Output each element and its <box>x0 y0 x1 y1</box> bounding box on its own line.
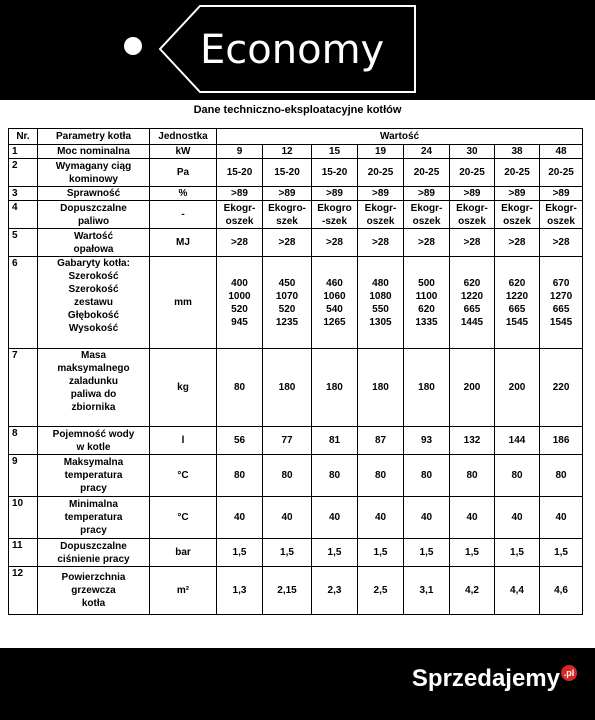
table-row <box>9 349 583 427</box>
value-cell: Ekogro- szek <box>263 201 312 229</box>
value-cell: Ekogr- oszek <box>540 201 583 229</box>
value-cell: 4,4 <box>495 567 540 615</box>
value-cell: 40 <box>312 497 358 539</box>
table-row <box>9 497 583 539</box>
value-cell: >28 <box>263 229 312 257</box>
value-cell: 40 <box>404 497 450 539</box>
parameter-name: Moc nominalna <box>38 145 150 159</box>
unit-cell: % <box>150 187 217 201</box>
unit-cell: kW <box>150 145 217 159</box>
value-cell: 20-25 <box>358 159 404 187</box>
header-param: Parametry kotła <box>38 129 150 145</box>
value-cell: 77 <box>263 427 312 455</box>
value-cell: >89 <box>540 187 583 201</box>
parameter-name: Wartość opałowa <box>38 229 150 257</box>
value-cell: 87 <box>358 427 404 455</box>
value-cell: Ekogr- oszek <box>404 201 450 229</box>
row-number: 10 <box>9 497 38 539</box>
value-cell: 80 <box>217 349 263 427</box>
value-cell: >89 <box>450 187 495 201</box>
value-cell: 180 <box>358 349 404 427</box>
top-banner <box>0 0 595 100</box>
row-number: 6 <box>9 257 38 349</box>
value-cell: 12 <box>263 145 312 159</box>
value-cell: 24 <box>404 145 450 159</box>
economy-badge-label: Economy <box>200 27 385 73</box>
value-cell: 200 <box>495 349 540 427</box>
parameter-name: Minimalna temperatura pracy <box>38 497 150 539</box>
value-cell: 20-25 <box>540 159 583 187</box>
unit-cell: °C <box>150 497 217 539</box>
value-cell: 1,5 <box>263 539 312 567</box>
value-cell: 400 1000 520 945 <box>217 257 263 349</box>
table-row <box>9 257 583 349</box>
value-cell: >89 <box>358 187 404 201</box>
row-number: 9 <box>9 455 38 497</box>
value-cell: 80 <box>217 455 263 497</box>
value-cell: 1,3 <box>217 567 263 615</box>
value-cell: 40 <box>263 497 312 539</box>
value-cell: 1,5 <box>312 539 358 567</box>
unit-cell: bar <box>150 539 217 567</box>
watermark-logo <box>412 665 577 693</box>
table-row <box>9 187 583 201</box>
value-cell: 4,2 <box>450 567 495 615</box>
value-cell: Ekogr- oszek <box>217 201 263 229</box>
row-number: 7 <box>9 349 38 427</box>
value-cell: 30 <box>450 145 495 159</box>
value-cell: >28 <box>540 229 583 257</box>
value-cell: 670 1270 665 1545 <box>540 257 583 349</box>
table-row <box>9 145 583 159</box>
value-cell: >89 <box>404 187 450 201</box>
spec-document <box>0 100 595 648</box>
value-cell: 38 <box>495 145 540 159</box>
value-cell: 40 <box>217 497 263 539</box>
value-cell: 40 <box>358 497 404 539</box>
value-cell: Ekogro -szek <box>312 201 358 229</box>
value-cell: 80 <box>263 455 312 497</box>
parameter-name: Maksymalna temperatura pracy <box>38 455 150 497</box>
value-cell: 19 <box>358 145 404 159</box>
value-cell: 80 <box>495 455 540 497</box>
value-cell: 220 <box>540 349 583 427</box>
value-cell: 15-20 <box>312 159 358 187</box>
value-cell: >28 <box>217 229 263 257</box>
value-cell: 460 1060 540 1265 <box>312 257 358 349</box>
value-cell: >89 <box>217 187 263 201</box>
table-row <box>9 201 583 229</box>
value-cell: 2,15 <box>263 567 312 615</box>
value-cell: 1,5 <box>540 539 583 567</box>
table-row <box>9 159 583 187</box>
value-cell: 180 <box>312 349 358 427</box>
row-number: 12 <box>9 567 38 615</box>
header-value: Wartość <box>217 129 583 145</box>
value-cell: >28 <box>495 229 540 257</box>
row-number: 2 <box>9 159 38 187</box>
header-unit: Jednostka <box>150 129 217 145</box>
unit-cell: °C <box>150 455 217 497</box>
value-cell: 20-25 <box>450 159 495 187</box>
parameter-name: Dopuszczalne paliwo <box>38 201 150 229</box>
value-cell: Ekogr- oszek <box>358 201 404 229</box>
value-cell: >89 <box>495 187 540 201</box>
value-cell: 80 <box>358 455 404 497</box>
value-cell: 1,5 <box>450 539 495 567</box>
unit-cell: Pa <box>150 159 217 187</box>
row-number: 5 <box>9 229 38 257</box>
unit-cell: kg <box>150 349 217 427</box>
value-cell: 40 <box>450 497 495 539</box>
unit-cell: - <box>150 201 217 229</box>
value-cell: 180 <box>404 349 450 427</box>
parameter-name: Wymagany ciąg kominowy <box>38 159 150 187</box>
parameter-name: Dopuszczalne ciśnienie pracy <box>38 539 150 567</box>
value-cell: 81 <box>312 427 358 455</box>
value-cell: 480 1080 550 1305 <box>358 257 404 349</box>
value-cell: 2,3 <box>312 567 358 615</box>
document-title: Dane techniczno-eksploatacyjne kotłów <box>193 104 402 116</box>
value-cell: 186 <box>540 427 583 455</box>
table-row <box>9 229 583 257</box>
row-number: 11 <box>9 539 38 567</box>
parameter-name: Sprawność <box>38 187 150 201</box>
parameter-name: Masa maksymalnego zaladunku paliwa do zbiornika <box>38 349 150 427</box>
value-cell: 500 1100 620 1335 <box>404 257 450 349</box>
unit-cell: l <box>150 427 217 455</box>
value-cell: Ekogr- oszek <box>495 201 540 229</box>
parameter-name: Gabaryty kotła: Szerokość Szerokość zestawu Głębokość Wysokość <box>38 257 150 349</box>
value-cell: 450 1070 520 1235 <box>263 257 312 349</box>
value-cell: 620 1220 665 1545 <box>495 257 540 349</box>
table-row <box>9 567 583 615</box>
value-cell: 3,1 <box>404 567 450 615</box>
value-cell: >28 <box>404 229 450 257</box>
value-cell: 56 <box>217 427 263 455</box>
value-cell: Ekogr- oszek <box>450 201 495 229</box>
spec-table <box>8 128 583 615</box>
value-cell: >28 <box>450 229 495 257</box>
value-cell: 40 <box>495 497 540 539</box>
value-cell: >89 <box>312 187 358 201</box>
watermark-brand: Sprzedajemy <box>411 665 560 692</box>
row-number: 8 <box>9 427 38 455</box>
value-cell: >28 <box>358 229 404 257</box>
value-cell: 80 <box>540 455 583 497</box>
value-cell: 80 <box>404 455 450 497</box>
value-cell: 9 <box>217 145 263 159</box>
value-cell: 1,5 <box>358 539 404 567</box>
parameter-name: Powierzchnia grzewcza kotła <box>38 567 150 615</box>
row-number: 1 <box>9 145 38 159</box>
table-row <box>9 455 583 497</box>
unit-cell: m² <box>150 567 217 615</box>
value-cell: 620 1220 665 1445 <box>450 257 495 349</box>
value-cell: >89 <box>263 187 312 201</box>
value-cell: 80 <box>312 455 358 497</box>
value-cell: 2,5 <box>358 567 404 615</box>
table-row <box>9 427 583 455</box>
value-cell: 20-25 <box>495 159 540 187</box>
row-number: 3 <box>9 187 38 201</box>
value-cell: 132 <box>450 427 495 455</box>
value-cell: >28 <box>312 229 358 257</box>
value-cell: 200 <box>450 349 495 427</box>
value-cell: 144 <box>495 427 540 455</box>
value-cell: 20-25 <box>404 159 450 187</box>
value-cell: 48 <box>540 145 583 159</box>
value-cell: 4,6 <box>540 567 583 615</box>
watermark-tld: .pl <box>561 665 577 681</box>
value-cell: 15 <box>312 145 358 159</box>
header-nr: Nr. <box>9 129 38 145</box>
value-cell: 80 <box>450 455 495 497</box>
value-cell: 93 <box>404 427 450 455</box>
value-cell: 15-20 <box>217 159 263 187</box>
value-cell: 40 <box>540 497 583 539</box>
value-cell: 180 <box>263 349 312 427</box>
row-number: 4 <box>9 201 38 229</box>
value-cell: 15-20 <box>263 159 312 187</box>
unit-cell: MJ <box>150 229 217 257</box>
value-cell: 1,5 <box>217 539 263 567</box>
table-row <box>9 539 583 567</box>
value-cell: 1,5 <box>495 539 540 567</box>
parameter-name: Pojemność wody w kotle <box>38 427 150 455</box>
value-cell: 1,5 <box>404 539 450 567</box>
unit-cell: mm <box>150 257 217 349</box>
table-header-row <box>9 129 583 145</box>
